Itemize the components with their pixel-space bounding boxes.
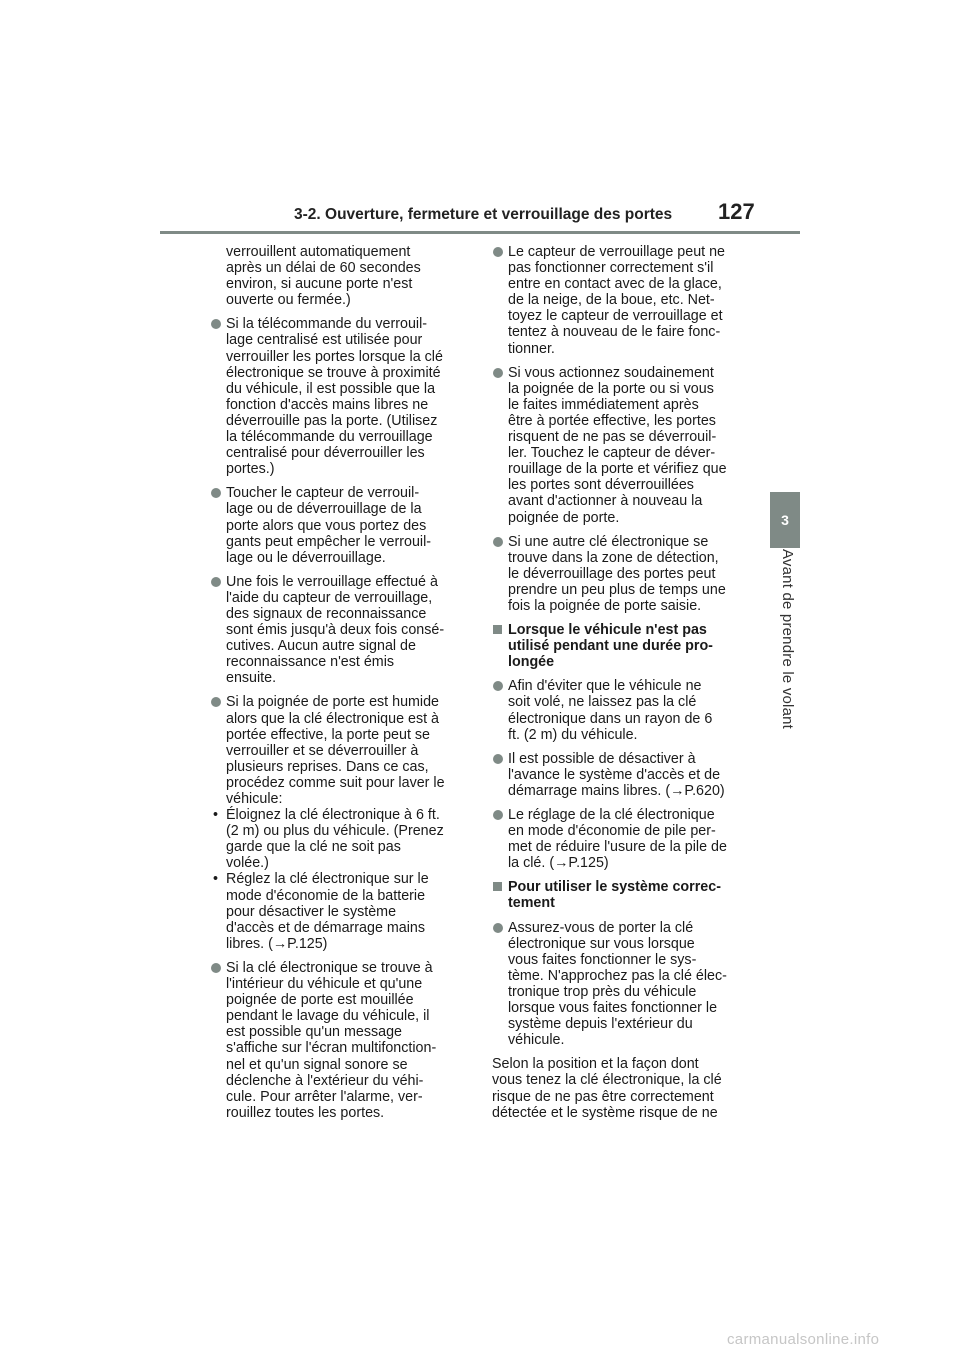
bullet-icon <box>211 319 221 329</box>
bullet-icon <box>211 488 221 498</box>
bullet-icon <box>211 697 221 707</box>
item-text: Si vous actionnez soudainement la poignée de la porte ou si vous le faites immédiatement après être à portée effective, les portes risquent de ne pas se déverrouil- ler. Touchez le capteur de déver- rouillage de la porte et vérifiez que les portes sont déverrouillées avant d'actionner à nouveau la poignée de porte. <box>508 364 727 526</box>
bullet-icon <box>493 923 503 933</box>
list-item <box>492 678 748 742</box>
body-paragraph: Selon la position et la façon dont vous tenez la clé électronique, la clé risque de ne pas être correctement détectée et le système risque de ne <box>492 1056 722 1121</box>
square-icon <box>493 625 502 634</box>
bullet-icon <box>493 681 503 691</box>
list-item <box>210 316 466 477</box>
list-item <box>492 534 748 614</box>
sub-bullet: • <box>213 871 219 888</box>
chapter-tab[interactable]: 3 <box>770 492 800 548</box>
list-item <box>492 365 748 526</box>
section-heading <box>492 879 748 911</box>
item-text: Si une autre clé électronique se trouve dans la zone de détection, le déverrouillage des portes peut prendre un peu plus de temps une fois la poignée de porte saisie. <box>508 533 726 614</box>
list-item <box>210 485 466 565</box>
item-text: Toucher le capteur de verrouil- lage ou de déverrouillage de la porte alors que vous portez des gants peut empêcher le verrouil- lage ou le déverrouillage. <box>226 485 432 566</box>
sub-item-text: Éloignez la clé électronique à 6 ft. (2 m) ou plus du véhicule. (Prenez garde que la clé ne soit pas volée.) <box>226 807 444 872</box>
continuation-text: verrouillent automatiquement après un délai de 60 secondes environ, si aucune porte n'est ouverte ou fermée.) <box>226 244 421 309</box>
item-text: Le réglage de la clé électronique en mode d'économie de pile per- met de réduire l'usure de la pile de la clé. (→P.125) <box>508 807 727 872</box>
list-item <box>210 694 466 807</box>
list-item <box>492 751 748 799</box>
heading-text: Pour utiliser le système correc- tement <box>508 879 721 912</box>
sub-item-text: Réglez la clé électronique sur le mode d'économie de la batterie pour désactiver le système d'accès et de démarrage mains libres. (→P.125) <box>226 871 429 952</box>
item-text: Si la poignée de porte est humide alors que la clé électronique est à portée effective, la porte peut se verrouiller et se déverrouiller à plusieurs reprises. Dans ce cas, procédez comme suit pour laver le véhicule: <box>226 694 445 807</box>
bullet-icon <box>493 368 503 378</box>
list-item <box>210 960 466 1121</box>
item-text: Si la télécommande du verrouil- lage centralisé est utilisée pour verrouiller les portes lorsque la clé électronique se trouve à proximité du véhicule, il est possible que la fonction d'accès mains libres ne déverrouille pas la porte. (Utilisez la télécommande du verrouillage centralisé pour déverrouiller les portes.) <box>226 316 443 478</box>
list-item <box>210 574 466 687</box>
bullet-icon <box>493 754 503 764</box>
list-item <box>492 244 748 357</box>
heading-text: Lorsque le véhicule n'est pas utilisé pendant une durée pro- longée <box>508 622 713 671</box>
item-text: Le capteur de verrouillage peut ne pas fonctionner correctement s'il entre en contact avec de la glace, de la neige, de la boue, etc. Net- toyez le capteur de verrouillage et tentez à nouveau de le faire fonc- tionner. <box>508 244 725 357</box>
sub-bullet: • <box>213 807 219 824</box>
bullet-icon <box>211 577 221 587</box>
left-column <box>210 244 466 1129</box>
bullet-icon <box>493 537 503 547</box>
list-item <box>492 807 748 871</box>
bullet-icon <box>211 963 221 973</box>
bullet-icon <box>493 810 503 820</box>
bullet-icon <box>493 247 503 257</box>
sub-item <box>210 871 466 951</box>
item-text: Une fois le verrouillage effectué à l'aide du capteur de verrouillage, des signaux de reconnaissance sont émis jusqu'à deux fois consé- cutives. Aucun autre signal de reconnaissance n'est émis ensuite. <box>226 573 445 687</box>
right-column <box>492 244 748 1129</box>
header-rule <box>160 231 800 234</box>
item-text: Assurez-vous de porter la clé électronique sur vous lorsque vous faites fonctionner le sys- tème. N'approchez pas la clé élec- tronique trop près du véhicule lorsque vous faites fonctionner le système depuis l'extérieur du véhicule. <box>508 919 727 1049</box>
chapter-label: Avant de prendre le volant <box>779 549 796 730</box>
watermark-link[interactable]: carmanualsonline.info <box>727 1331 880 1348</box>
item-text: Il est possible de désactiver à l'avance le système d'accès et de démarrage mains libres. (→P.620) <box>508 750 725 799</box>
section-heading <box>492 622 748 670</box>
item-text: Si la clé électronique se trouve à l'intérieur du véhicule et qu'une poignée de porte est mouillée pendant le lavage du véhicule, il est possible qu'un message s'affiche sur l'écran multifonction- nel et qu'un signal sonore se déclenche à l'extérieur du véhi- cule. Pour arrêter l'alarme, ver- rouillez toutes les portes. <box>226 959 437 1121</box>
square-icon <box>493 882 502 891</box>
item-text: Afin d'éviter que le véhicule ne soit volé, ne laissez pas la clé électronique dans un rayon de 6 ft. (2 m) du véhicule. <box>508 678 713 743</box>
sub-item <box>210 807 466 871</box>
list-item <box>492 920 748 1049</box>
sub-list <box>210 807 466 952</box>
page-number: 127 <box>718 199 755 224</box>
header-title: 3-2. Ouverture, fermeture et verrouillage des portes <box>294 206 673 223</box>
